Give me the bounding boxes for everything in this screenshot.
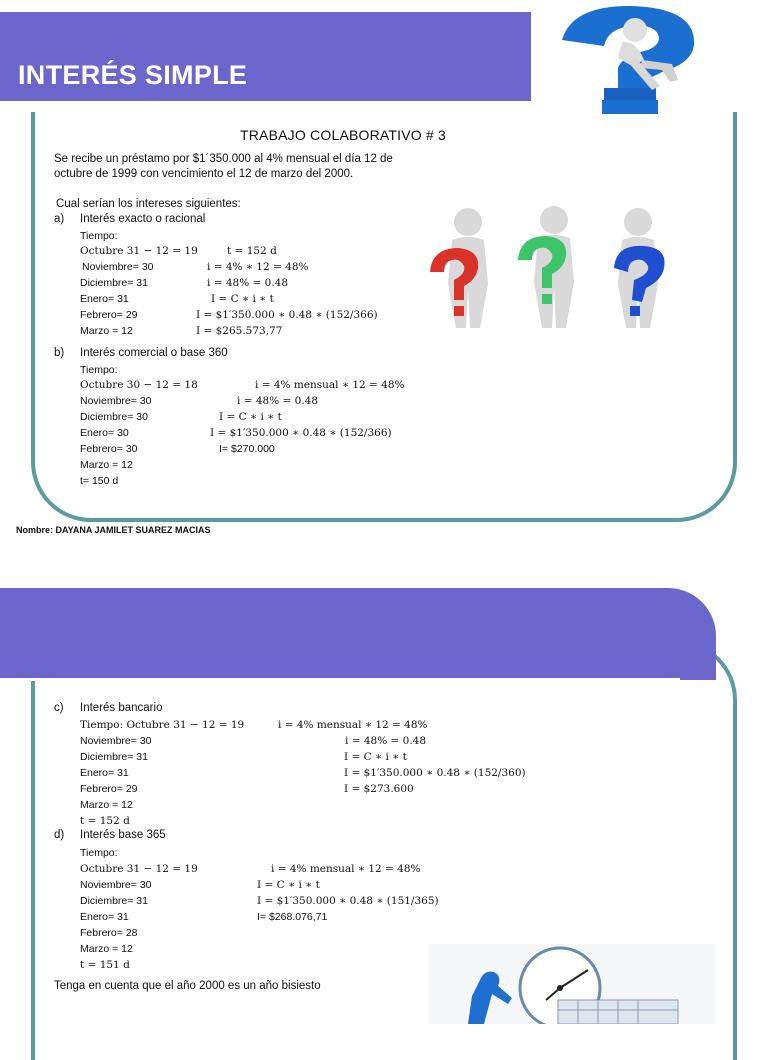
formula-line: I = $1′350.000 ∗ 0.48 ∗ (152/366) — [210, 427, 392, 439]
banner-underline — [0, 101, 531, 104]
item-a-title: Interés exacto o racional — [80, 213, 206, 225]
calc-line: Marzo = 12 — [80, 943, 133, 955]
calc-line: Octubre 31 − 12 = 19 — [80, 863, 198, 875]
calc-line: Marzo = 12 — [80, 799, 133, 811]
calc-line: Diciembre= 30 — [80, 411, 148, 423]
result-line: I= $268.076,71 — [257, 911, 328, 923]
calc-line: Febrero= 28 — [80, 927, 138, 939]
result-line: I = $265.573,77 — [196, 325, 283, 337]
calc-line: t = 151 d — [80, 959, 130, 971]
leap-year-note: Tenga en cuenta que el año 2000 es un año bisiesto — [54, 980, 321, 992]
formula-line: I = $1′350.000 ∗ 0.48 ∗ (152/366) — [196, 309, 378, 321]
item-d-label: d) — [54, 829, 65, 841]
calc-line: Tiempo: — [80, 364, 118, 376]
calc-line: Diciembre= 31 — [80, 751, 148, 763]
formula-line: t = 152 d — [227, 245, 277, 257]
calc-line: Marzo = 12 — [80, 325, 133, 337]
formula-line: i = 48% = 0.48 — [345, 735, 427, 747]
formula-line: I = C ∗ i ∗ t — [344, 751, 407, 763]
calc-line: Tiempo: — [80, 230, 118, 242]
formula-line: I = $1′350.000 ∗ 0.48 ∗ (151/365) — [257, 895, 439, 907]
calc-line: Diciembre= 31 — [80, 277, 148, 289]
item-c-label: c) — [54, 702, 64, 714]
three-people-question-marks-icon — [418, 204, 702, 334]
formula-line: i = 4% mensual ∗ 12 = 48% — [278, 719, 428, 731]
calc-line: Noviembre= 30 — [80, 735, 152, 747]
item-d-title: Interés base 365 — [80, 829, 166, 841]
calc-line: Noviembre= 30 — [80, 879, 152, 891]
calc-line: Tiempo: — [80, 847, 118, 859]
item-b-label: b) — [54, 347, 65, 359]
item-a-label: a) — [54, 213, 65, 225]
calc-line: Febrero= 29 — [80, 783, 138, 795]
banner-underline-2 — [0, 678, 680, 681]
calc-line: Noviembre= 30 — [82, 261, 154, 273]
calc-line: Enero= 31 — [80, 767, 129, 779]
calc-line: Febrero= 30 — [80, 443, 138, 455]
question-text: Cual serían los intereses siguientes: — [56, 198, 241, 210]
calc-line: Octubre 30 − 12 = 18 — [80, 379, 198, 391]
calc-line: Enero= 30 — [80, 427, 129, 439]
formula-line: i = 4% mensual ∗ 12 = 48% — [271, 863, 421, 875]
formula-line: i = 48% = 0.48 — [237, 395, 319, 407]
calc-line: Marzo = 12 — [80, 459, 133, 471]
calc-line: Noviembre= 30 — [80, 395, 152, 407]
calc-line: t = 152 d — [80, 815, 130, 827]
formula-line: i = 48% = 0.48 — [207, 277, 289, 289]
result-line: I= $270.000 — [219, 443, 275, 455]
calc-line: Diciembre= 31 — [80, 895, 148, 907]
section-heading: TRABAJO COLABORATIVO # 3 — [240, 127, 447, 143]
result-line: I = $273.600 — [344, 783, 414, 795]
student-name: Nombre: DAYANA JAMILET SUAREZ MACIAS — [16, 525, 211, 535]
problem-line-2: octubre de 1999 con vencimiento el 12 de marzo del 2000. — [54, 168, 354, 180]
clock-and-worker-icon — [428, 944, 716, 1024]
formula-line: i = 4% mensual ∗ 12 = 48% — [255, 379, 405, 391]
page-title: INTERÉS SIMPLE — [18, 60, 248, 90]
calc-line: Tiempo: Octubre 31 − 12 = 19 — [80, 719, 245, 731]
calc-line: t= 150 d — [80, 475, 119, 487]
page2-banner — [0, 588, 716, 680]
formula-line: I = C ∗ i ∗ t — [219, 411, 282, 423]
calc-line: Octubre 31 − 12 = 19 — [80, 245, 198, 257]
item-c-title: Interés bancario — [80, 702, 163, 714]
item-b-title: Interés comercial o base 360 — [80, 347, 228, 359]
formula-line: I = C ∗ i ∗ t — [257, 879, 320, 891]
calc-line: Enero= 31 — [80, 911, 129, 923]
formula-line: i = 4% ∗ 12 = 48% — [207, 261, 309, 273]
formula-line: I = C ∗ i ∗ t — [211, 293, 274, 305]
question-mark-figure-icon — [532, 0, 734, 116]
formula-line: I = $1′350.000 ∗ 0.48 ∗ (152/360) — [344, 767, 526, 779]
calc-line: Febrero= 29 — [80, 309, 138, 321]
calc-line: Enero= 31 — [80, 293, 129, 305]
problem-line-1: Se recibe un préstamo por $1´350.000 al 4% mensual el día 12 de — [54, 153, 393, 165]
